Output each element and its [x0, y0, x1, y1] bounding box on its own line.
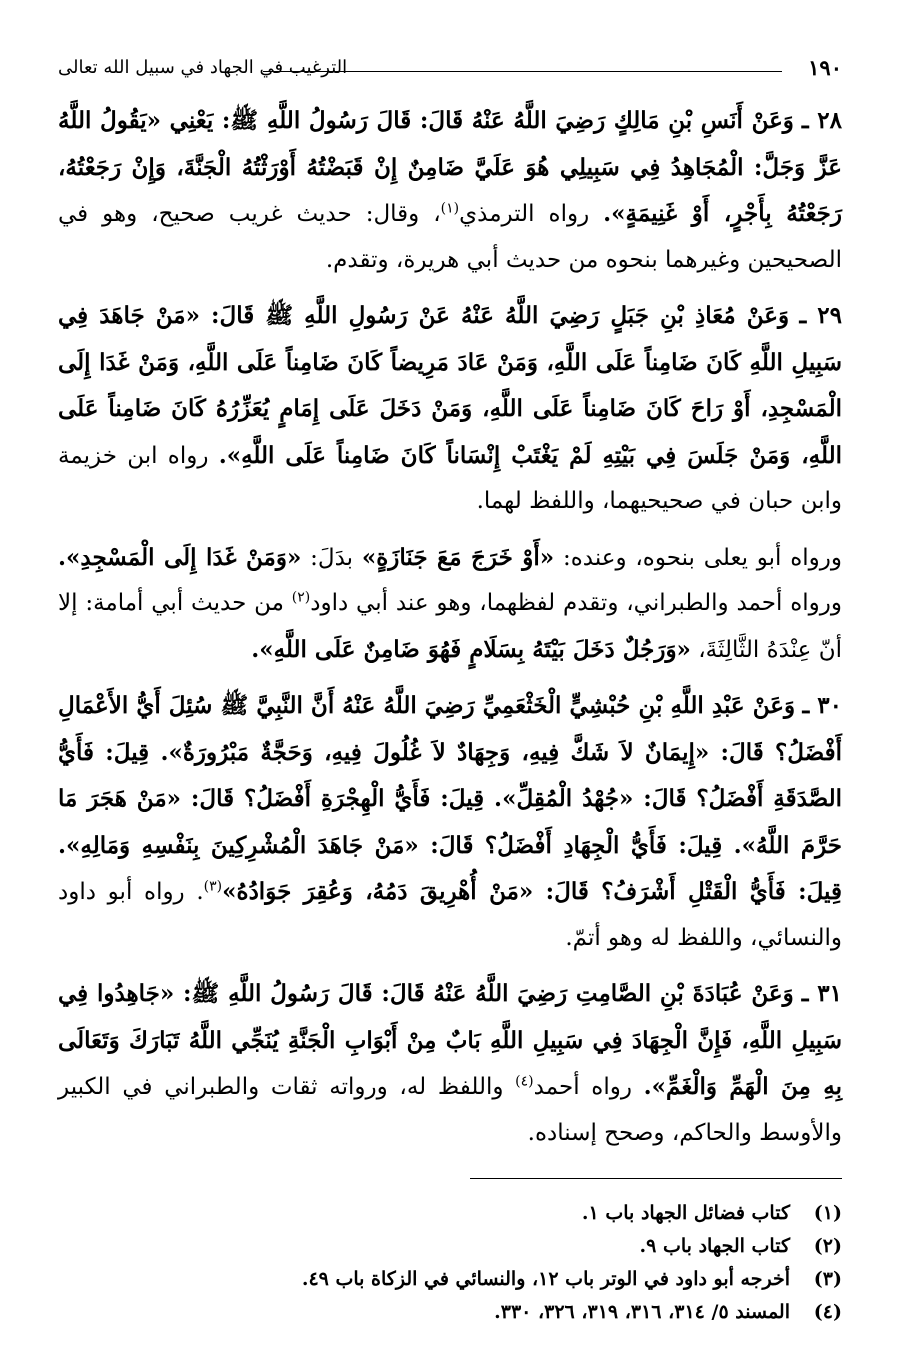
footnote-ref: (٤) [515, 1073, 534, 1090]
hadith-28 [58, 98, 842, 283]
commentary: رواه أحمد [533, 1074, 644, 1100]
commentary: ورواه أبو يعلى بنحوه، وعنده: [554, 544, 842, 571]
commentary: واللفظ له، ورواته ثقات والطبراني في الكبير والأوسط والحاكم، وصحح إسناده. [58, 1074, 842, 1146]
footnote-item [58, 1197, 842, 1230]
hadith-number: ٣٠ ـ [802, 692, 842, 719]
footnote-ref: (١) [440, 200, 460, 217]
book-page [58, 52, 842, 1352]
footnote-number: (٣) [813, 1268, 842, 1290]
footnote-item [58, 1263, 842, 1296]
footnote-rule [470, 1178, 842, 1179]
footnote-text: كتاب فضائل الجهاد باب ١. [581, 1202, 790, 1224]
hadith-text: وَعَنْ مُعَاذِ بْنِ جَبَلٍ رَضِيَ اللَّهُ عَنْهُ عَنْ رَسُولِ اللَّهِ ﷺ قَالَ: «مَنْ جَاهَدَ فِي سَبِيلِ اللَّهِ كَانَ ضَامِناً عَلَى اللَّهِ، وَمَنْ عَادَ مَرِيضاً كَانَ ضَامِناً عَلَى اللَّهِ، وَمَنْ غَدَا إِلَى الْمَسْجِدِ، أَوْ رَاحَ كَانَ ضَامِناً عَلَى اللَّهِ، وَمَنْ دَخَلَ عَلَى إِمَامٍ يُعَزِّرُهُ كَانَ ضَامِناً عَلَى اللَّهِ، وَمَنْ جَلَسَ فِي بَيْتِهِ لَمْ يَغْتَبْ إِنْسَاناً كَانَ ضَامِناً عَلَى اللَّهِ». [58, 302, 842, 469]
commentary: بدَلَ: [301, 544, 362, 571]
running-title: الترغيب في الجهاد في سبيل الله تعالى [58, 56, 348, 78]
footnote-ref: (٣) [203, 878, 223, 895]
footnote-number: (١) [813, 1202, 842, 1224]
hadith-text: وَعَنْ عُبَادَةَ بْنِ الصَّامِتِ رَضِيَ اللَّهُ عَنْهُ قَالَ: قَالَ رَسُولُ اللَّهِ ﷺ: «جَاهِدُوا فِي سَبِيلِ اللَّهِ، فَإِنَّ الْجِهَادَ فِي سَبِيلِ اللَّهِ بَابٌ مِنْ أَبْوَابِ الْجَنَّةِ يُنَجِّي اللَّهُ تَبَارَكَ وَتَعَالَى بِهِ مِنَ الْهَمِّ وَالْغَمِّ». [58, 980, 842, 1100]
commentary: من حديث أبي أمامة: إلا أنّ عِنْدَهُ الثَّالِثَةَ، [58, 590, 842, 663]
commentary: . رواه أبو داود والنسائي، واللفظ له وهو أتمّ. [58, 879, 842, 951]
footnote-text: أخرجه أبو داود في الوتر باب ١٢، والنسائي في الزكاة باب ٤٩. [301, 1268, 790, 1290]
footnote-text: كتاب الجهاد باب ٩. [639, 1235, 790, 1257]
quote: «وَمَنْ غَدَا إِلَى الْمَسْجِدِ». [58, 543, 302, 571]
page-number: ١٩٠ [808, 54, 842, 80]
hadith-text: وَعَنْ أَنَسِ بْنِ مَالِكٍ رَضِيَ اللَّهُ عَنْهُ قَالَ: قَالَ رَسُولُ اللَّهِ ﷺ: يَعْنِي «يَقُولُ اللَّهُ عَزَّ وَجَلَّ: الْمُجَاهِدُ فِي سَبِيلِي هُوَ عَلَيَّ ضَامِنٌ إِنْ قَبَضْتُهُ أَوْرَثْتُهُ الْجَنَّةَ، وَإِنْ رَجَعْتُهُ، رَجَعْتُهُ بِأَجْرٍ، أَوْ غَنِيمَةٍ». [58, 107, 842, 227]
footnote-number: (٢) [813, 1235, 842, 1257]
commentary: ورواه أحمد والطبراني، وتقدم لفظهما، وهو عند أبي داود [310, 590, 842, 616]
hadith-29 [58, 293, 842, 525]
footnote-number: (٤) [813, 1301, 842, 1323]
commentary: رواه الترمذي [459, 201, 604, 227]
main-text [58, 98, 842, 1156]
page-header [58, 52, 842, 82]
hadith-text: وَعَنْ عَبْدِ اللَّهِ بْنِ حُبْشِيٍّ الْخَثْعَمِيِّ رَضِيَ اللَّهُ عَنْهُ أَنَّ النَّبِيَّ ﷺ سُئِلَ أَيُّ الأَعْمَالِ أَفْضَلُ؟ قَالَ: «إِيمَانٌ لاَ شَكَّ فِيهِ، وَجِهَادٌ لاَ غُلُولَ فِيهِ، وَحَجَّةٌ مَبْرُورَةٌ». قِيلَ: فَأَيُّ الصَّدَقَةِ أَفْضَلُ؟ قَالَ: «جُهْدُ الْمُقِلِّ». قِيلَ: فَأَيُّ الْهِجْرَةِ أَفْضَلُ؟ قَالَ: «مَنْ هَجَرَ مَا حَرَّمَ اللَّهُ». قِيلَ: فَأَيُّ الْجِهَادِ أَفْضَلُ؟ قَالَ: «مَنْ جَاهَدَ الْمُشْرِكِينَ بِنَفْسِهِ وَمَالِهِ». قِيلَ: فَأَيُّ الْقَتْلِ أَشْرَفُ؟ قَالَ: «مَنْ أُهْرِيقَ دَمُهُ، وَعُقِرَ جَوَادُهُ» [58, 692, 842, 905]
commentary: رواه ابن خزيمة وابن حبان في صحيحيهما، واللفظ لهما. [58, 442, 842, 514]
footnote-item [58, 1296, 842, 1329]
narration-note [58, 535, 842, 674]
hadith-31 [58, 971, 842, 1156]
hadith-number: ٢٩ ـ [799, 302, 843, 329]
footnote-text: المسند ٥/ ٣١٤، ٣١٦، ٣١٩، ٣٢٦، ٣٣٠. [494, 1301, 790, 1323]
hadith-30 [58, 683, 842, 961]
quote: «وَرَجُلٌ دَخَلَ بَيْتَهُ بِسَلَامٍ فَهُوَ ضَامِنٌ عَلَى اللَّهِ». [251, 635, 691, 663]
header-rule [263, 71, 782, 72]
footnotes [58, 1197, 842, 1329]
hadith-number: ٢٨ ـ [801, 107, 843, 134]
quote: «أَوْ خَرَجَ مَعَ جَنَازَةٍ» [361, 543, 555, 571]
footnote-ref: (٢) [291, 589, 311, 606]
hadith-number: ٣١ ـ [801, 980, 843, 1007]
commentary: ، وقال: حديث غريب صحيح، وهو في الصحيحين وغيرهما بنحوه من حديث أبي هريرة، وتقدم. [58, 201, 842, 273]
footnote-item [58, 1230, 842, 1263]
